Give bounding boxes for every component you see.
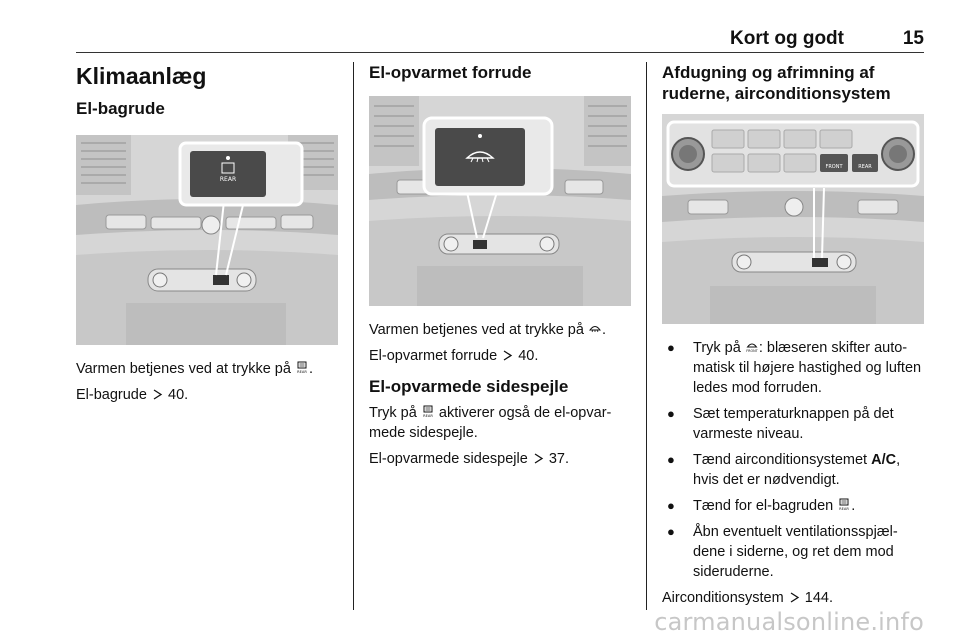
svg-text:REAR: REAR: [422, 414, 433, 418]
instruction-text: Varmen betjenes ved at trykke på: [76, 361, 291, 377]
section-heading: Klimaanlæg: [76, 63, 207, 89]
rear-window-illustration: [76, 135, 338, 345]
reference-page[interactable]: 144.: [804, 590, 833, 606]
svg-text:REAR: REAR: [839, 507, 850, 511]
subheading-demisting: Afdugning og afrimning af ruderne, airconditionsystem: [662, 63, 891, 103]
subheading-windscreen: El-opvarmet forrude: [369, 63, 532, 82]
column-3: [662, 62, 926, 608]
rear-window-instruction: [76, 359, 338, 379]
column-divider: [353, 62, 354, 610]
svg-text:REAR: REAR: [297, 370, 307, 374]
column-1: [76, 62, 338, 405]
subheading-rear-window: El-bagrude: [76, 99, 165, 118]
instruction-end: .: [308, 361, 313, 377]
step-text: Sæt temperaturknappen på det varmeste niveau.: [693, 406, 894, 442]
instruction-end: .: [601, 322, 606, 338]
mirrors-instruction: [369, 403, 631, 443]
windscreen-reference: [369, 346, 631, 366]
bullet-dot-icon: ●: [667, 406, 675, 421]
demisting-steps: [662, 338, 926, 582]
svg-text:FRONT: FRONT: [825, 164, 843, 170]
list-item: [662, 338, 926, 398]
bullet-dot-icon: ●: [667, 340, 675, 355]
step-text-rest: : blæseren skifter auto-matisk til højere hastighed og luften ledes mod forruden.: [693, 340, 922, 396]
step-text: Åbn eventuelt ventilationsspjæl-dene i siderne, og ret dem mod sideruderne.: [693, 524, 898, 580]
ac-label: A/C: [871, 452, 897, 468]
instruction-text: Varmen betjenes ved at trykke på: [369, 322, 584, 338]
column-divider: [646, 62, 647, 610]
list-item: [662, 522, 926, 582]
page-header: [76, 26, 924, 53]
step-text-rest: .: [851, 498, 856, 514]
bullet-dot-icon: ●: [667, 524, 675, 539]
climate-panel-illustration: [662, 114, 924, 324]
rear-defrost-icon: [838, 498, 850, 511]
step-text: Tænd for el-bagruden: [693, 498, 834, 514]
windscreen-instruction: [369, 320, 631, 340]
instruction-text-rest: aktiverer også de el-opvar-mede sidespejle.: [369, 405, 612, 441]
reference-page[interactable]: 40.: [168, 387, 189, 403]
list-item: [662, 404, 926, 444]
reference-page[interactable]: 40.: [518, 348, 539, 364]
svg-text:REAR: REAR: [219, 176, 237, 183]
reference-text: El-opvarmede sidespejle: [369, 451, 528, 467]
column-2: [369, 62, 631, 469]
windscreen-illustration: [369, 96, 631, 306]
rear-defrost-icon: [296, 361, 308, 374]
page-reference-arrow-icon: [152, 388, 163, 401]
reference-page[interactable]: 37.: [548, 451, 570, 467]
header-title: Kort og godt: [730, 28, 844, 49]
reference-text: El-opvarmet forrude: [369, 348, 498, 364]
step-text: Tænd airconditionsystemet: [693, 452, 868, 468]
ac-reference: [662, 588, 926, 608]
watermark: carmanualsonline.info: [654, 608, 924, 636]
page-number: 15: [902, 28, 924, 49]
reference-text: Airconditionsystem: [662, 590, 784, 606]
rear-window-reference: [76, 385, 338, 405]
mirrors-reference: [369, 449, 631, 469]
windscreen-defrost-icon: [589, 322, 601, 335]
svg-text:FRONT: FRONT: [746, 349, 758, 353]
instruction-text: Tryk på: [369, 405, 417, 421]
page-reference-arrow-icon: [502, 349, 513, 362]
bullet-dot-icon: ●: [667, 498, 675, 513]
bullet-dot-icon: ●: [667, 452, 675, 467]
front-defrost-icon: [746, 340, 758, 353]
step-text-rest: , hvis det er nødvendigt.: [693, 452, 901, 488]
rear-defrost-icon: [422, 405, 434, 418]
page-reference-arrow-icon: [533, 452, 544, 465]
page-reference-arrow-icon: [789, 591, 800, 604]
svg-text:REAR: REAR: [858, 164, 872, 170]
list-item: [662, 496, 926, 516]
step-text: Tryk på: [693, 340, 741, 356]
reference-text: El-bagrude: [76, 387, 147, 403]
list-item: [662, 450, 926, 490]
subheading-side-mirrors: El-opvarmede sidespejle: [369, 377, 569, 396]
